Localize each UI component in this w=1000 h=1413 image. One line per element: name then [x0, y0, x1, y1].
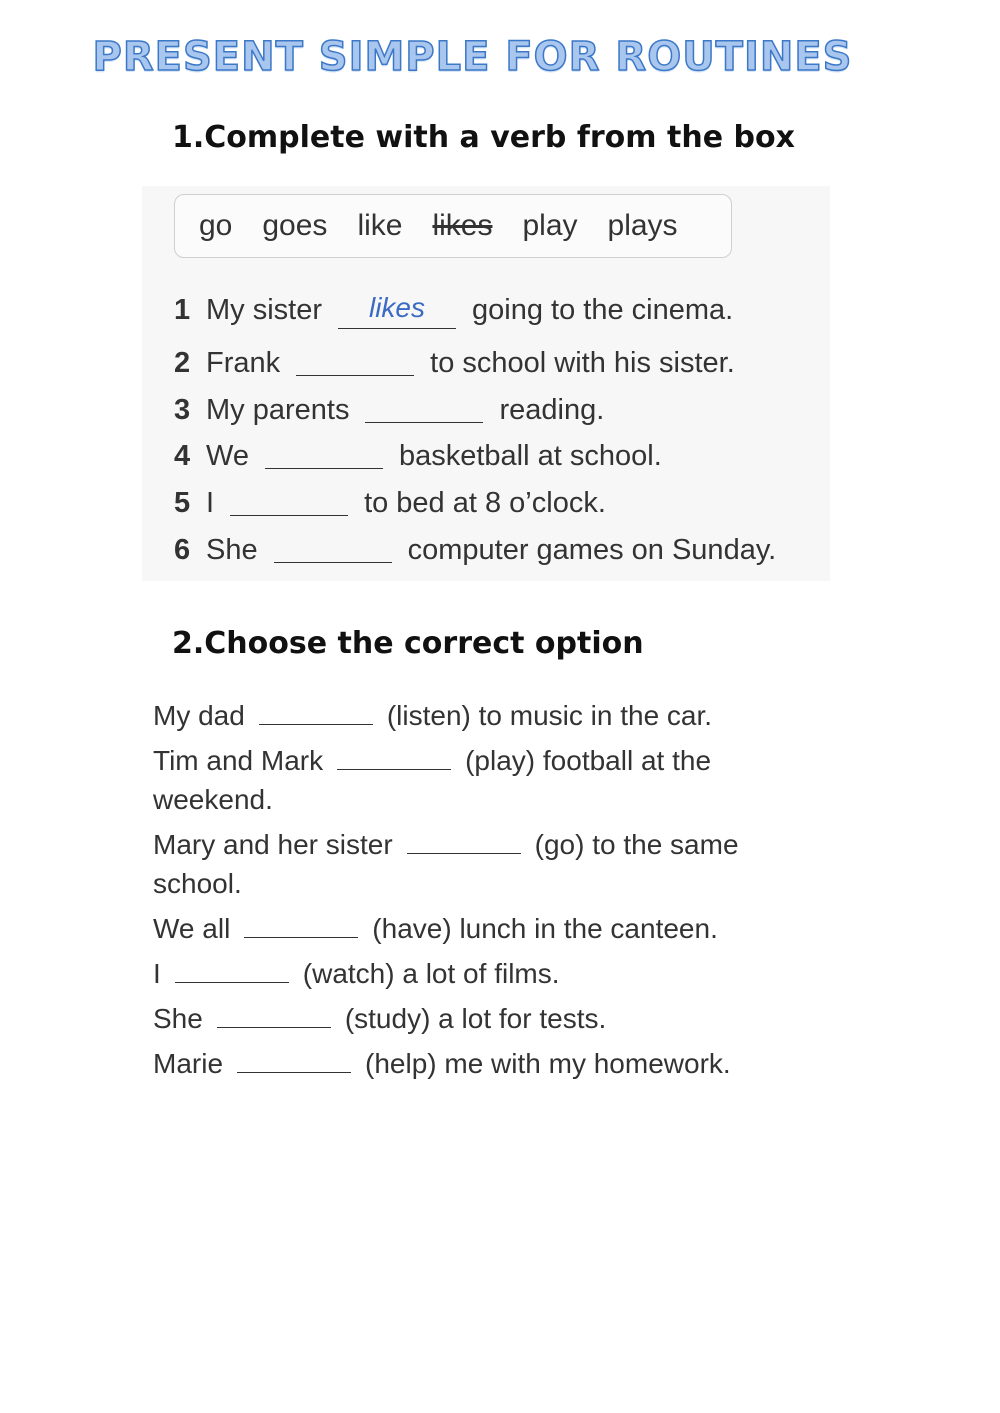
item-rest: computer games on Sunday.: [407, 533, 777, 566]
item-number: 3: [174, 393, 191, 426]
item-rest: to school with his sister.: [430, 346, 735, 379]
answer-blank[interactable]: [338, 292, 456, 329]
item-subject: I: [206, 487, 215, 520]
item-rest: (go) to the same school.: [153, 829, 739, 899]
item-number: 2: [174, 346, 191, 379]
item-rest: basketball at school.: [398, 440, 662, 473]
exercise-1-item: [174, 528, 834, 575]
exercise-2-item: [153, 954, 813, 993]
item-subject: We: [206, 440, 249, 473]
exercise-2-item: [153, 696, 813, 735]
item-subject: My parents: [206, 393, 350, 426]
exercise-1-list: [174, 294, 834, 575]
word-box-item: go: [199, 209, 233, 242]
answer-blank[interactable]: [365, 392, 483, 423]
item-subject: She: [206, 533, 258, 566]
exercise-2-list: [153, 696, 813, 1089]
answer-blank[interactable]: [217, 1003, 331, 1028]
item-number: 1: [174, 294, 191, 326]
item-subject: She: [153, 1003, 203, 1034]
exercise-2-item: [153, 825, 813, 903]
answer-blank[interactable]: [274, 532, 392, 563]
answer-blank[interactable]: [265, 438, 383, 469]
exercise-2-heading: 2.Choose the correct option: [172, 626, 644, 661]
item-rest: (play) football at the weekend.: [153, 745, 712, 815]
exercise-2-item: [153, 999, 813, 1038]
word-box-item: play: [522, 209, 578, 242]
exercise-1-item: [174, 294, 834, 341]
answer-blank[interactable]: [244, 913, 358, 938]
answer-blank[interactable]: [259, 700, 373, 725]
exercise-2-item: [153, 909, 813, 948]
item-number: 5: [174, 487, 191, 520]
item-rest: to bed at 8 o’clock.: [364, 487, 606, 520]
exercise-1-item: [174, 341, 834, 388]
word-box-item-used: likes: [432, 209, 493, 242]
answer-blank[interactable]: [296, 345, 414, 376]
exercise-1-panel: [142, 186, 830, 581]
item-rest: (have) lunch in the canteen.: [372, 913, 718, 944]
item-subject: We all: [153, 913, 231, 944]
item-rest: going to the cinema.: [472, 294, 734, 326]
exercise-2-item: [153, 741, 813, 819]
answer-blank[interactable]: [337, 745, 451, 770]
answer-blank[interactable]: [175, 958, 289, 983]
item-subject: My sister: [206, 294, 322, 326]
exercise-1-item: [174, 388, 834, 435]
exercise-1-heading: 1.Complete with a verb from the box: [172, 120, 795, 155]
example-answer: likes: [368, 292, 425, 323]
item-rest: (help) me with my homework.: [365, 1048, 731, 1079]
item-subject: I: [153, 958, 161, 989]
item-rest: (study) a lot for tests.: [344, 1003, 607, 1034]
answer-blank[interactable]: [237, 1048, 351, 1073]
item-rest: reading.: [499, 393, 605, 426]
answer-blank[interactable]: [230, 485, 348, 516]
word-box-item: plays: [607, 209, 678, 242]
exercise-1-item: [174, 481, 834, 528]
word-box: [174, 194, 732, 258]
worksheet-title: PRESENT SIMPLE FOR ROUTINES: [92, 34, 853, 80]
item-rest: (listen) to music in the car.: [386, 700, 713, 731]
answer-blank[interactable]: [407, 829, 521, 854]
item-subject: Tim and Mark: [153, 745, 324, 776]
item-subject: My dad: [153, 700, 245, 731]
word-box-item: goes: [262, 209, 328, 242]
item-subject: Marie: [153, 1048, 224, 1079]
exercise-2-item: [153, 1044, 813, 1083]
word-box-item: like: [357, 209, 403, 242]
item-number: 6: [174, 533, 191, 566]
item-number: 4: [174, 440, 191, 473]
item-rest: (watch) a lot of films.: [302, 958, 560, 989]
item-subject: Mary and her sister: [153, 829, 393, 860]
exercise-1-item: [174, 434, 834, 481]
item-subject: Frank: [206, 346, 281, 379]
